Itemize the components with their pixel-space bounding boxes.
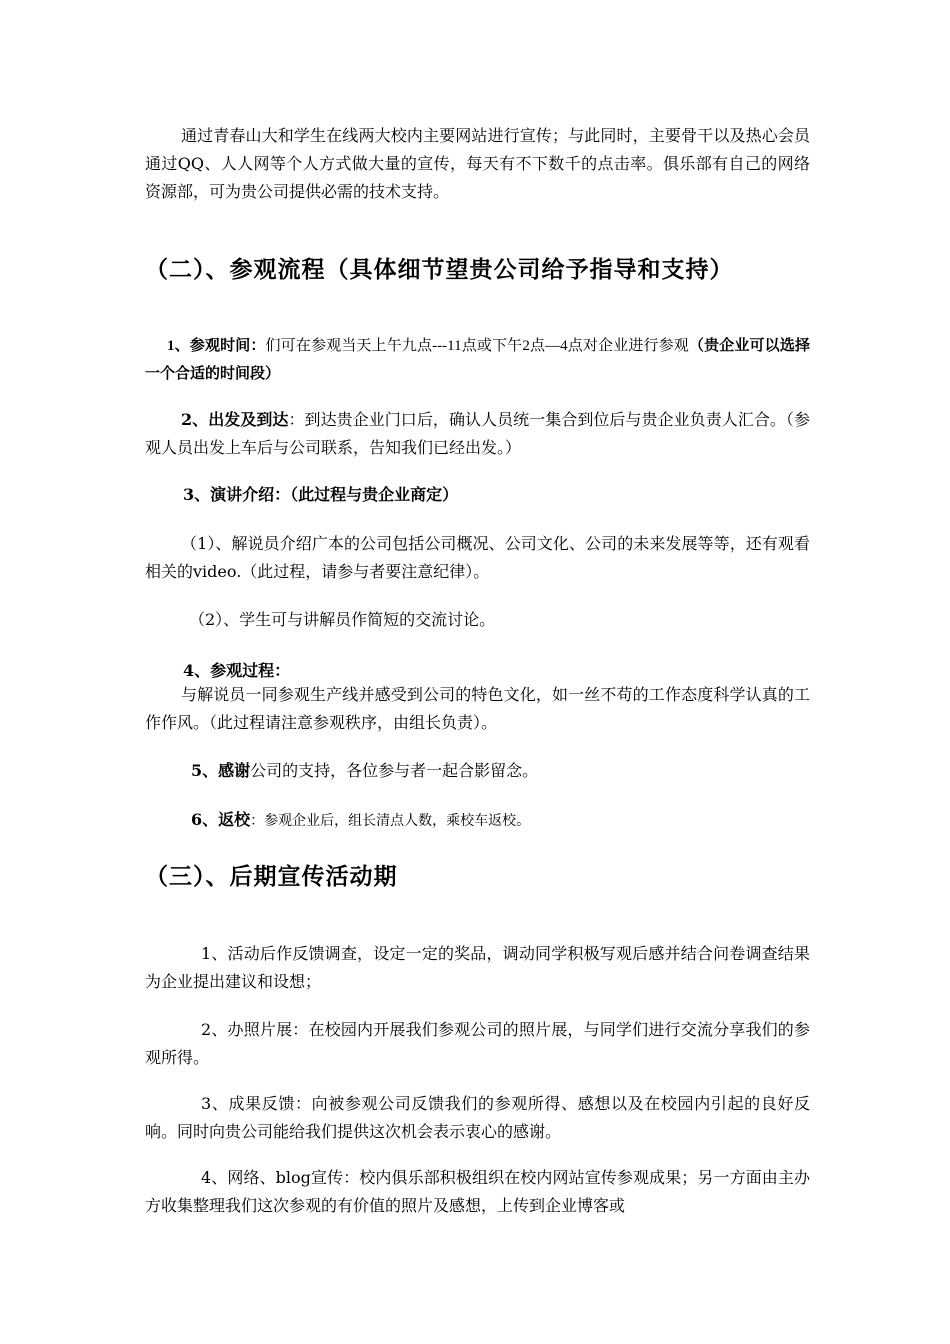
step-6-label: 6、返校: [191, 810, 251, 829]
step-1-text: 们可在参观当天上午九点---11点或下午2点—4点对企业进行参观: [265, 338, 689, 354]
intro-paragraph: 通过青春山大和学生在线两大校内主要网站进行宣传；与此同时，主要骨干以及热心会员通过QQ、人人网等个人方式做大量的宣传，每天有不下数千的点击率。俱乐部有自己的网络资源部，可为贵公司提供必需的技术支持。: [145, 126, 810, 201]
step-5-label: 5、感谢: [191, 761, 251, 780]
step-3-sub-1: （1）、解说员介绍广本的公司包括公司概况、公司文化、公司的未来发展等等，还有观看相关的video.（此过程，请参与者要注意纪律）。: [145, 534, 810, 581]
step-2-text: ：到达贵企业门口后，确认人员统一集合到位后与贵企业负责人汇合。（参观人员出发上车后与公司联系，告知我们已经出发。）: [145, 410, 810, 457]
section-3-heading: （三）、后期宣传活动期: [145, 863, 398, 890]
step-1-note: （贵企业可以选择一个合适的时间段）: [145, 338, 810, 382]
followup-paragraph-2: 2、办照片展：在校园内开展我们参观公司的照片展，与同学们进行交流分享我们的参观所得。: [145, 1020, 810, 1067]
step-2-label: 2、出发及到达: [181, 410, 289, 429]
step-6-text: ：参观企业后，组长清点人数，乘校车返校。: [250, 813, 531, 829]
step-4-label: 4、参观过程：: [183, 661, 291, 680]
step-1-label: 1、参观时间：: [167, 338, 266, 354]
step-3-sub-2: （2）、学生可与讲解员作简短的交流讨论。: [189, 610, 496, 629]
followup-paragraph-3: 3、成果反馈：向被参观公司反馈我们的参观所得、感想以及在校园内引起的良好反响。同时向贵公司能给我们提供这次机会表示衷心的感谢。: [145, 1094, 810, 1141]
step-2-departure: [145, 406, 810, 462]
followup-paragraph-1: 1、活动后作反馈调查，设定一定的奖品，调动同学积极写观后感并结合问卷调查结果为企业提出建议和设想；: [145, 944, 810, 991]
followup-paragraph-4: 4、网络、blog宣传：校内俱乐部积极组织在校内网站宣传参观成果；另一方面由主办方收集整理我们这次参观的有价值的照片及感想，上传到企业博客或: [145, 1168, 810, 1215]
step-3-speech: 3、演讲介绍：（此过程与贵企业商定）: [183, 485, 459, 504]
step-6-return: [145, 806, 810, 835]
step-4-text: 与解说员一同参观生产线并感受到公司的特色文化，如一丝不苟的工作态度科学认真的工作作风。（此过程请注意参观秩序，由组长负责）。: [145, 685, 810, 732]
section-2-heading: （二）、参观流程（具体细节望贵公司给予指导和支持）: [145, 256, 734, 283]
step-5-text: 公司的支持，各位参与者一起合影留念。: [250, 761, 539, 780]
step-1-visit-time: [145, 332, 810, 388]
step-5-thanks: [145, 757, 810, 785]
